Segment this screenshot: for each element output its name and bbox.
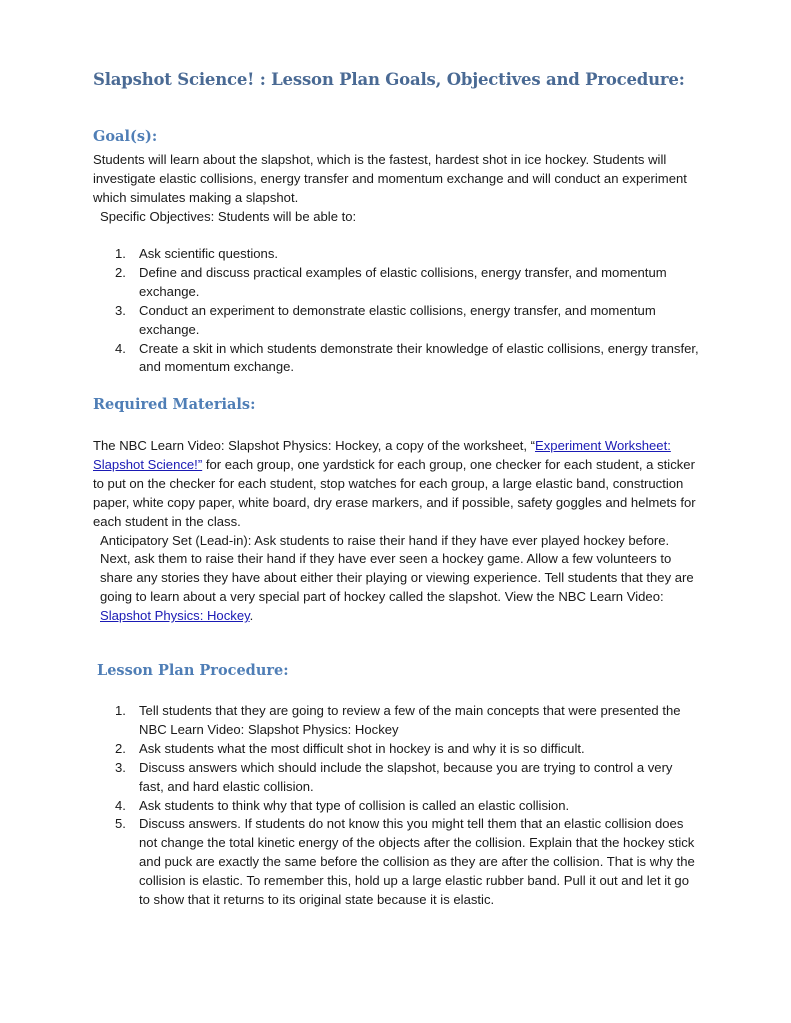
list-item: 1. Ask scientific questions.: [115, 246, 278, 261]
list-item: 2. Ask students what the most difficult shot in hockey is and why it is so difficult.: [115, 740, 585, 756]
goals-heading: Goal(s):: [93, 128, 158, 145]
list-item: 3. Conduct an experiment to demonstrate elastic collisions, energy transfer, and momentum exchange.: [115, 302, 656, 337]
anticipatory-text: Anticipatory Set (Lead-in): Ask students to raise their hand if they have ever played hockey before. Next, ask them to raise their hand if they have ever seen a hockey game. Allow a few volunteers to share any stories they have about either their playing or viewing experience. Tell students that they are going to learn about a very special part of hockey called the slapshot. View the NBC Learn Video: Slapshot Physics: Hockey.: [100, 532, 694, 624]
page-title: Slapshot Science! : Lesson Plan Goals, Objectives and Procedure:: [93, 70, 685, 89]
objectives-list: [93, 245, 699, 377]
materials-section: [93, 437, 699, 626]
list-item: 1. Tell students that they are going to review a few of the main concepts that were presented the NBC Learn Video: Slapshot Physics: Hockey: [115, 703, 681, 737]
list-item: 4. Ask students to think why that type of collision is called an elastic collision.: [115, 797, 570, 813]
worksheet-link[interactable]: Experiment Worksheet: Slapshot Science!”: [93, 438, 671, 472]
procedure-list: [93, 702, 699, 910]
list-item: 4. Create a skit in which students demonstrate their knowledge of elastic collisions, energy transfer, and momentum exchange.: [115, 340, 699, 375]
list-item: 5. Discuss answers. If students do not know this you might tell them that an elastic collision does not change the total kinetic energy of the objects after the collision. Explain that the hockey stick and puck are exactly the same before the collision as they are after the collision. That is why the collision is elastic. To remember this, hold up a large elastic rubber band. Pull it out and let it go to show that it returns to its original state because it is elastic.: [115, 816, 695, 908]
materials-heading: Required Materials:: [93, 396, 256, 413]
goals-section: [93, 151, 699, 227]
video-link[interactable]: Slapshot Physics: Hockey: [100, 608, 250, 624]
list-item: 2. Define and discuss practical examples of elastic collisions, energy transfer, and momentum exchange.: [115, 264, 667, 299]
procedure-heading: Lesson Plan Procedure:: [97, 662, 289, 679]
list-item: 3. Discuss answers which should include the slapshot, because you are trying to control a very fast, and hard elastic collision.: [115, 759, 673, 794]
objectives-label: Specific Objectives: Students will be able to:: [100, 208, 357, 224]
goals-text: Students will learn about the slapshot, which is the fastest, hardest shot in ice hockey. Students will investigate elastic collisions, energy transfer and momentum exchange and will conduct an experiment which simulates making a slapshot.: [93, 152, 687, 205]
materials-text: The NBC Learn Video: Slapshot Physics: Hockey, a copy of the worksheet, “Experiment Worksheet: Slapshot Science!” for each group, one yardstick for each group, one checker for each student, a sticker to put on the checker for each student, stop watches for each group, a large elastic band, construction paper, white copy paper, white board, dry erase markers, and if possible, safety goggles and helmets for each student in the class.: [93, 438, 696, 529]
